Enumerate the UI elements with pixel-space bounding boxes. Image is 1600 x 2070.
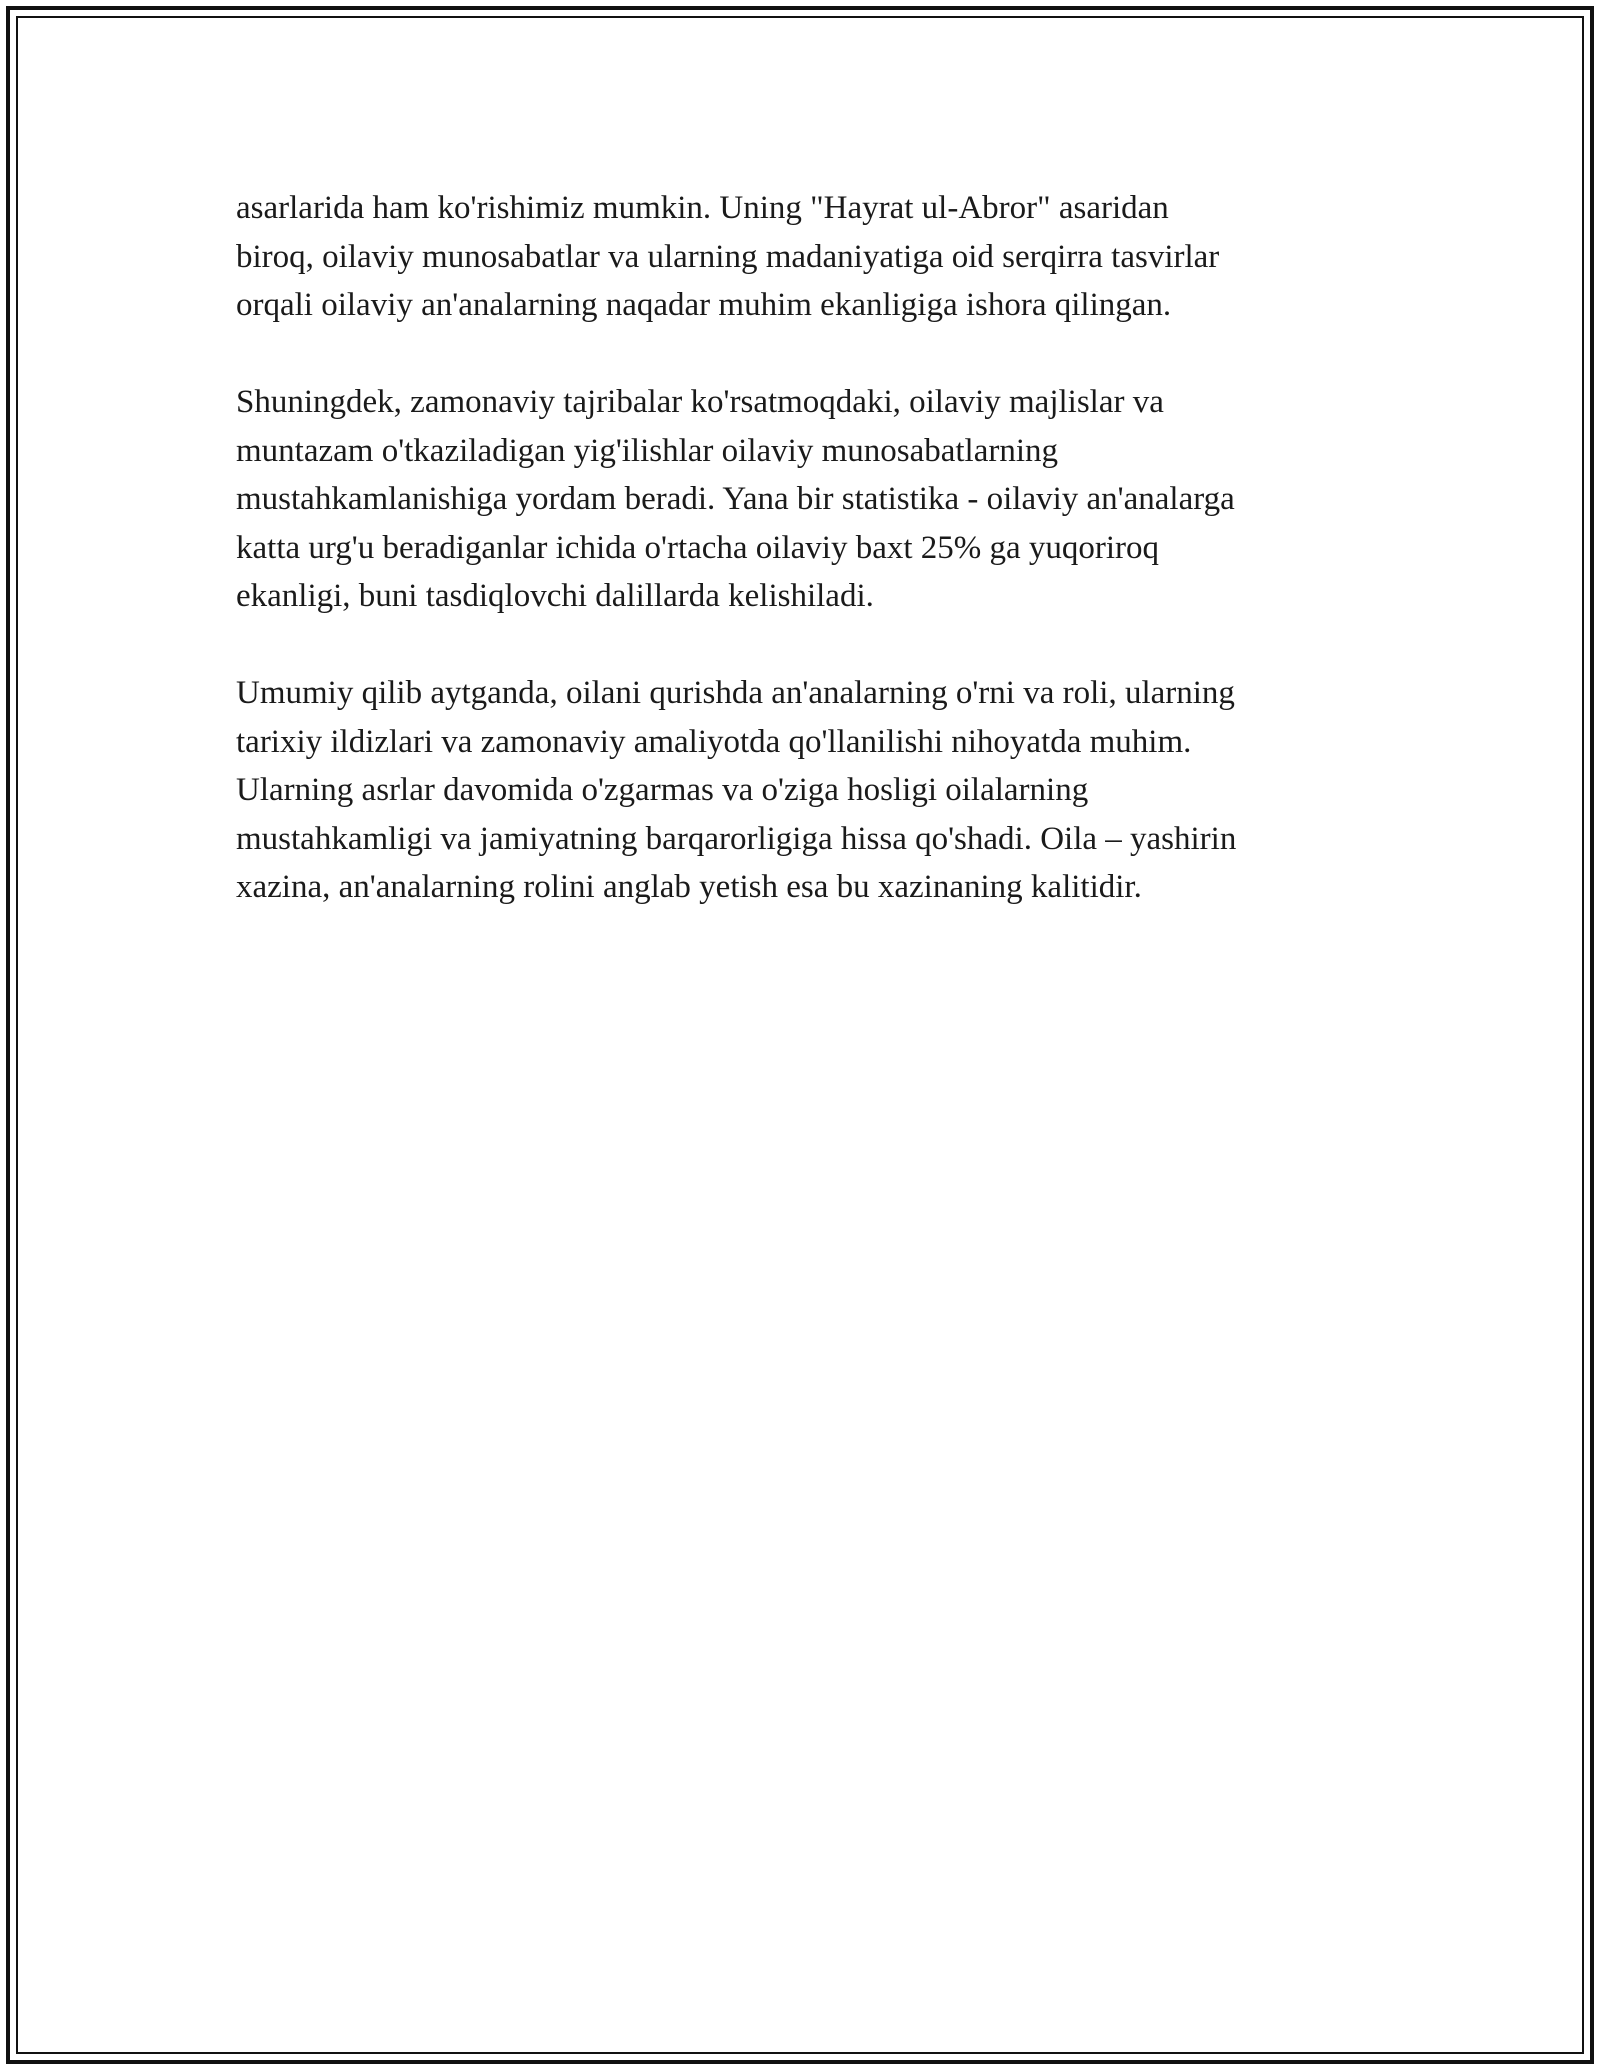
paragraph-2: Shuningdek, zamonaviy tajribalar ko'rsatmoqdaki, oilaviy majlislar va muntazam o'tkaziladigan yig'ilishlar oilaviy munosabatlarning mustahkamlanishiga yordam beradi. Yana bir statistika - oilaviy an'analarga katta urg'u beradiganlar ichida o'rtacha oilaviy baxt 25% ga yuqoriroq ekanligi, buni tasdiqlovchi dalillarda kelishiladi. [236, 384, 1235, 614]
paragraph-3: Umumiy qilib aytganda, oilani qurishda an'analarning o'rni va roli, ularning tarixiy ildizlari va zamonaviy amaliyotda qo'llanilishi nihoyatda muhim. Ularning asrlar davomida o'zgarmas va o'ziga hosligi oilalarning mustahkamligi va jamiyatning barqarorligiga hissa qo'shadi. Oila – yashirin xazina, an'analarning rolini anglab yetish esa bu xazinaning kalitidir. [236, 675, 1237, 905]
paragraph-1: asarlarida ham ko'rishimiz mumkin. Uning "Hayrat ul-Abror" asaridan biroq, oilaviy munosabatlar va ularning madaniyatiga oid serqirra tasvirlar orqali oilaviy an'analarning naqadar muhim ekanligiga ishora qilingan. [236, 190, 1220, 323]
document-body [236, 184, 1366, 960]
